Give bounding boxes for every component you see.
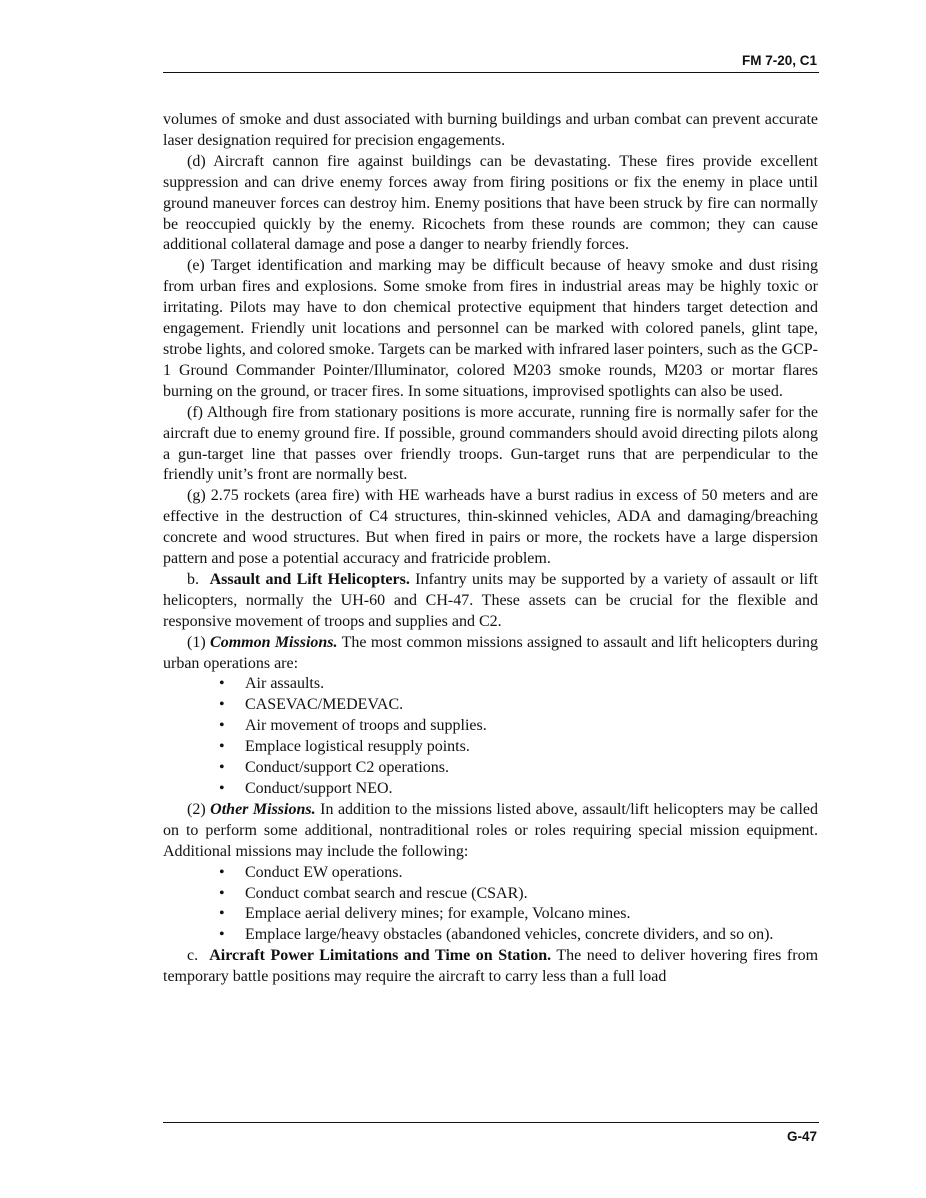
- bullet-icon: •: [219, 926, 225, 944]
- paragraph-b-heading: Assault and Lift Helicopters.: [209, 570, 410, 588]
- list-item: [219, 695, 818, 716]
- list-item: [219, 758, 818, 779]
- paragraph-continued: volumes of smoke and dust associated with burning buildings and urban combat can prevent accurate laser designation required for precision engagements.: [163, 111, 818, 149]
- paragraph-d: (d) Aircraft cannon fire against buildings can be devastating. These fires provide excellent suppression and can drive enemy forces away from firing positions or fix the enemy in place until ground maneuver forces can destroy him. Enemy positions that have been struck by fire can normally be reoccupied quickly by the enemy. Ricochets from these rounds are common; they can cause additional collateral damage and pose a danger to nearby friendly forces.: [163, 152, 818, 254]
- other-missions-text: In addition to the missions listed above, assault/lift helicopters may be called on to perform some additional, nontraditional roles or roles requiring special mission equipment. Additional missions may include the following:: [163, 800, 819, 860]
- header-title: FM 7-20, C1: [741, 53, 817, 68]
- bullet-icon: •: [219, 696, 225, 714]
- paragraph-f: (f) Although fire from stationary positions is more accurate, running fire is normally safer for the aircraft due to enemy ground fire. If possible, ground commanders should avoid directing pilots along a gun-target line that passes over friendly troops. Gun-target runs that are perpendicular to the friendly unit’s front are normally best.: [163, 403, 818, 484]
- list-item-text: Conduct EW operations.: [245, 863, 403, 881]
- page-number: G-47: [786, 1129, 817, 1144]
- bullet-icon: •: [219, 780, 225, 797]
- paragraph-b-label: b.: [187, 570, 199, 588]
- paragraph-b: [163, 570, 818, 633]
- list-item-text: CASEVAC/MEDEVAC.: [245, 696, 404, 714]
- list-item-text: Conduct combat search and rescue (CSAR).: [245, 884, 528, 902]
- list-item-text: Emplace aerial delivery mines; for example, Volcano mines.: [245, 905, 631, 923]
- bullet-icon: •: [219, 884, 225, 902]
- list-item-text: Emplace large/heavy obstacles (abandoned vehicles, concrete dividers, and so on).: [245, 926, 774, 944]
- paragraph-c: [163, 946, 818, 988]
- bullet-icon: •: [219, 905, 225, 923]
- list-item: [219, 904, 818, 925]
- paragraph-g: (g) 2.75 rockets (area fire) with HE warheads have a burst radius in excess of 50 meters and are effective in the destruction of C4 structures, thin-skinned vehicles, ADA and damaging/breaching concrete and wood structures. But when fired in pairs or more, the rockets have a large dispersion pattern and pose a potential accuracy and fratricide problem.: [163, 487, 818, 568]
- other-missions-label: (2): [187, 800, 206, 818]
- bullet-icon: •: [219, 738, 225, 756]
- paragraph-e: (e) Target identification and marking may be difficult because of heavy smoke and dust rising from urban fires and explosions. Some smoke from fires in industrial areas may be highly toxic or irritating. Pilots may have to don chemical protective equipment that hinders target detection and engagement. Friendly unit locations and personnel can be marked with colored panels, glint tape, strobe lights, and colored smoke. Targets can be marked with infrared laser pointers, such as the GCP-1 Ground Commander Pointer/Illuminator, colored M203 smoke rounds, M203 or mortar flares burning on the ground, or tracer fires. In some situations, improvised spotlights can also be used.: [163, 257, 818, 400]
- list-item: [219, 716, 818, 737]
- list-item: [219, 925, 818, 946]
- footer-rule: [163, 1122, 819, 1123]
- bullet-icon: •: [219, 759, 225, 777]
- list-item-text: Conduct/support NEO.: [245, 780, 393, 797]
- page-body: [163, 110, 818, 988]
- paragraph-c-label: c.: [187, 947, 199, 965]
- list-item: [219, 779, 818, 800]
- list-item: [219, 674, 818, 695]
- bullet-icon: •: [219, 717, 225, 735]
- common-missions-heading: Common Missions.: [210, 633, 338, 651]
- other-missions-heading: Other Missions.: [210, 800, 316, 818]
- list-item: [219, 737, 818, 758]
- paragraph-common-missions: [163, 633, 818, 675]
- page-header: [163, 54, 819, 73]
- paragraph-c-text: The need to deliver hovering fires from temporary battle positions may require the aircraft to carry less than a full load: [163, 947, 819, 986]
- list-item-text: Air movement of troops and supplies.: [245, 717, 487, 735]
- common-missions-label: (1): [187, 633, 206, 651]
- list-item: [219, 884, 818, 905]
- list-item-text: Air assaults.: [245, 675, 325, 693]
- bullet-icon: •: [219, 675, 225, 693]
- common-missions-list: [163, 674, 818, 799]
- bullet-icon: •: [219, 863, 225, 881]
- paragraph-other-missions: [163, 800, 818, 863]
- other-missions-list: [163, 863, 818, 947]
- paragraph-c-heading: Aircraft Power Limitations and Time on Station.: [209, 947, 552, 965]
- paragraph-b-text: Infantry units may be supported by a variety of assault or lift helicopters, normally the UH-60 and CH-47. These assets can be crucial for the flexible and responsive movement of troops and supplies and C2.: [163, 570, 819, 630]
- common-missions-text: The most common missions assigned to assault and lift helicopters during urban operations are:: [163, 633, 819, 672]
- list-item: [219, 863, 818, 884]
- list-item-text: Conduct/support C2 operations.: [245, 759, 449, 777]
- list-item-text: Emplace logistical resupply points.: [245, 738, 470, 756]
